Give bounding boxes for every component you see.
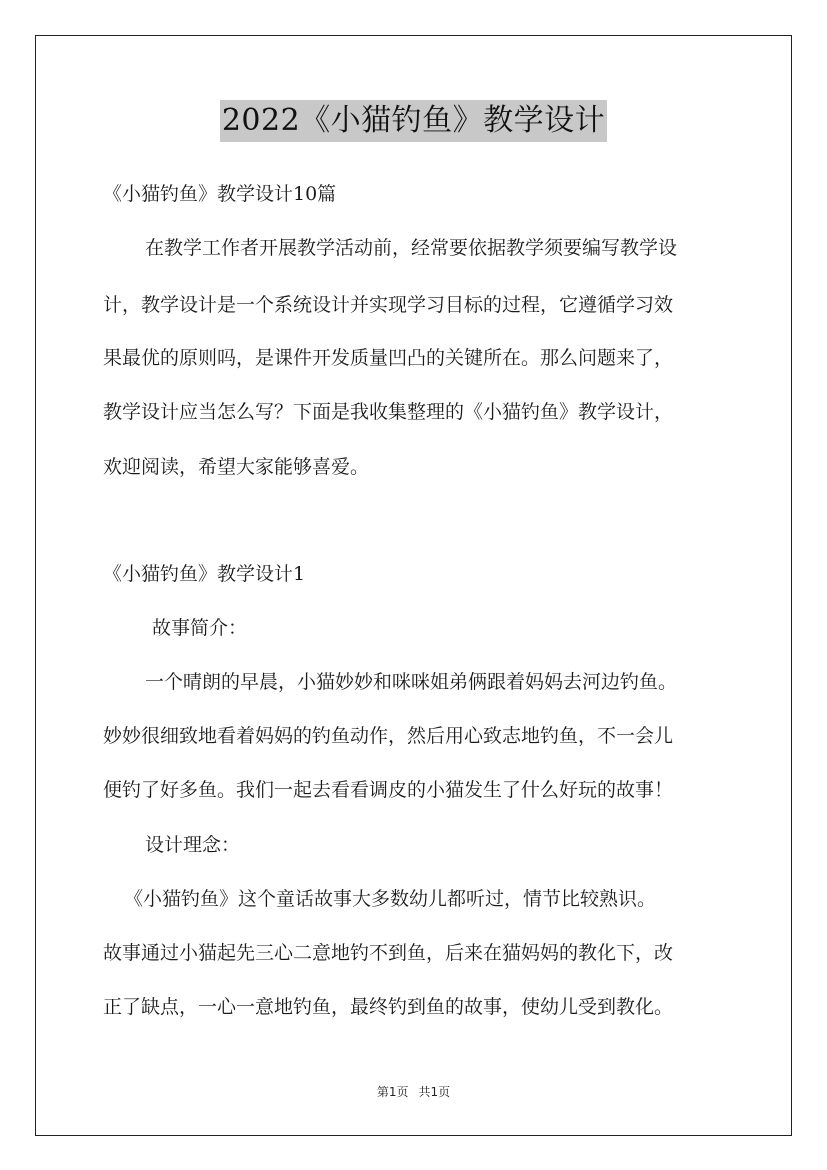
intro-line: 计，教学设计是一个系统设计并实现学习目标的过程，它遵循学习效: [103, 294, 674, 316]
intro-line: 教学设计应当怎么写？下面是我收集整理的《小猫钓鱼》教学设计，: [103, 401, 674, 423]
story-line: 一个晴朗的早晨，小猫妙妙和咪咪姐弟俩跟着妈妈去河边钓鱼。: [145, 671, 678, 693]
intro-line: 果最优的原则吗，是课件开发质量凹凸的关键所在。那么问题来了，: [103, 347, 674, 369]
document-heading: 《小猫钓鱼》教学设计10篇: [103, 183, 337, 205]
document-title: 2022《小猫钓鱼》教学设计: [220, 100, 607, 142]
concept-line: 正了缺点，一心一意地钓鱼，最终钓到鱼的故事，使幼儿受到教化。: [103, 996, 674, 1018]
title-container: [0, 100, 827, 142]
concept-line: 《小猫钓鱼》这个童话故事大多数幼儿都听过，情节比较熟识。: [124, 888, 657, 910]
story-line: 便钓了好多鱼。我们一起去看看调皮的小猫发生了什么好玩的故事！: [103, 779, 674, 801]
story-label: 故事简介：: [152, 617, 248, 639]
concept-label: 设计理念：: [145, 834, 241, 856]
intro-line: 在教学工作者开展教学活动前，经常要依据教学须要编写教学设: [145, 237, 678, 259]
concept-line: 故事通过小猫起先三心二意地钓不到鱼，后来在猫妈妈的教化下，改: [103, 942, 674, 964]
page-footer: [0, 1084, 827, 1100]
story-line: 妙妙很细致地看着妈妈的钓鱼动作，然后用心致志地钓鱼，不一会儿: [103, 725, 674, 747]
page-total: 共1页: [418, 1085, 451, 1099]
section-title: 《小猫钓鱼》教学设计1: [103, 563, 306, 585]
intro-line: 欢迎阅读，希望大家能够喜爱。: [103, 456, 370, 478]
page-number: 第1页: [376, 1085, 409, 1099]
